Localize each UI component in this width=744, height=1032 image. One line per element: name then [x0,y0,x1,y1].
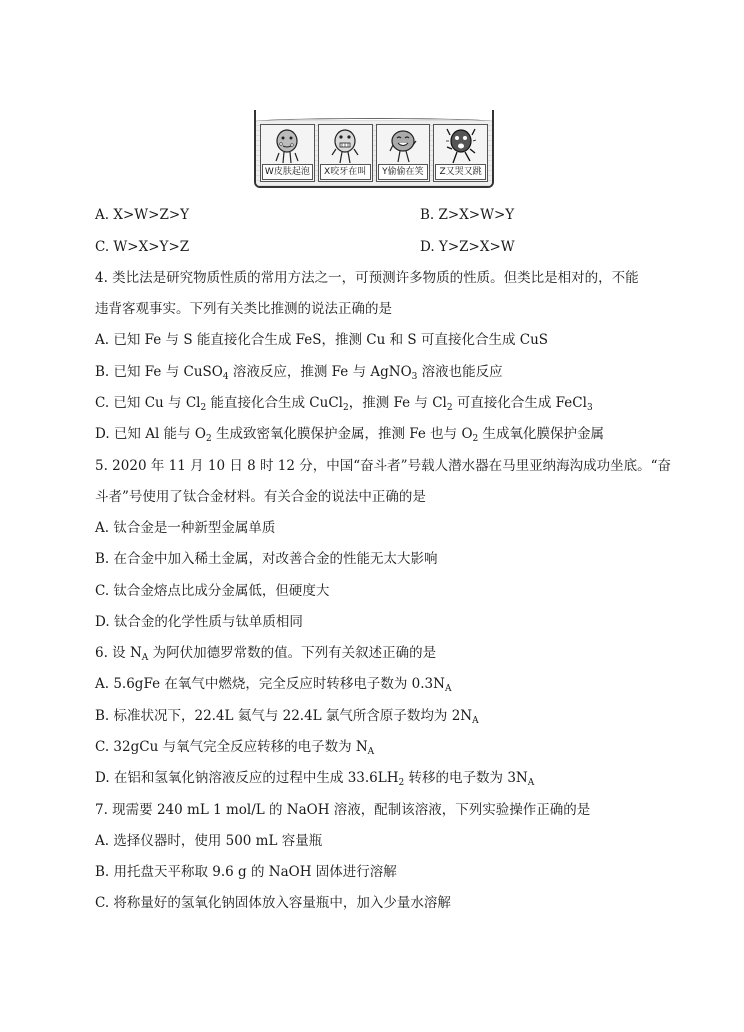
q4-option-d: D. 已知 Al 能与 $O_2$ 生成致密氧化膜保护金属，推测 Fe 也与 $O_2$ 生成氧化膜保护金属 [95,426,605,444]
q6-option-a: A. 5.6gFe 在氧气中燃烧，完全反应时转移电子数为 $0.3N_A$ [95,676,452,694]
metal-y-character-icon [388,127,418,165]
q4-stem-line-2: 违背客观事实。下列有关类比推测的说法正确的是 [95,301,392,317]
q4-option-a: A. 已知 Fe 与 S 能直接化合生成 FeS，推测 Cu 和 S 可直接化合生成 CuS [95,332,549,348]
q5-option-a: A. 钛合金是一种新型金属单质 [95,520,276,536]
figure-label: W皮肤起泡 [262,164,313,180]
metal-x-tile [318,124,373,182]
q7-option-c: C. 将称量好的氢氧化钠固体放入容量瓶中，加入少量水溶解 [95,895,451,911]
q3-option-d: D. Y>Z>X>W [420,239,515,255]
q6-option-d: D. 在铝和氢氧化钠溶液反应的过程中生成 $33.6LH_2$ 转移的电子数为 $3N_A$ [95,770,535,788]
q7-option-a: A. 选择仪器时，使用 500 mL 容量瓶 [95,833,323,849]
q4-option-c: C. 已知 Cu 与 $Cl_2$ 能直接化合生成 CuCl$_2$，推测 Fe 与 $Cl_2$ 可直接化合生成 FeCl$_3$ [95,395,593,413]
q7-option-b: B. 用托盘天平称取 9.6 g 的 NaOH 固体进行溶解 [95,864,397,880]
figure-label: X咬牙在叫 [320,164,371,180]
q5-option-c: C. 钛合金熔点比成分金属低，但硬度大 [95,583,330,599]
metal-z-character-icon [446,127,476,165]
q4-option-b: B. 已知 Fe 与 CuSO$_4$ 溶液反应，推测 Fe 与 AgNO$_3$ 溶液也能反应 [95,364,503,382]
q3-option-c: C. W>X>Y>Z [95,239,190,255]
q3-option-b: B. Z>X>W>Y [420,207,515,223]
metal-reaction-figure [254,110,494,190]
q3-option-a: A. X>W>Z>Y [95,207,190,223]
figure-label: Y偷偷在笑 [378,164,429,180]
q5-stem-line-2: 斗者”号使用了钛合金材料。有关合金的说法中正确的是 [95,489,426,505]
q6-option-b: B. 标准状况下，22.4L 氦气与 22.4L 氯气所含原子数均为 $2N_A$ [95,708,479,726]
q5-option-b: B. 在合金中加入稀土金属，对改善合金的性能无太大影响 [95,551,438,567]
metal-y-tile [376,124,431,182]
q5-option-d: D. 钛合金的化学性质与钛单质相同 [95,614,303,630]
q5-stem-line-1: 5. 2020 年 11 月 10 日 8 时 12 分，中国“奋斗者”号载人潜水器在马里亚纳海沟成功坐底。“奋 [95,458,671,474]
q7-stem: 7. 现需要 240 mL 1 mol/L 的 NaOH 溶液，配制该溶液，下列实验操作正确的是 [95,802,591,818]
metal-x-character-icon [330,127,360,165]
q6-option-c: C. 32gCu 与氧气完全反应转移的电子数为 $N_A$ [95,739,375,757]
figure-label: Z又哭又跳 [435,164,486,180]
metal-z-tile [433,124,488,182]
beaker-illustration [254,110,494,188]
q4-stem-line-1: 4. 类比法是研究物质性质的常用方法之一，可预测许多物质的性质。但类比是相对的，不能 [95,270,639,286]
q6-stem: 6. 设 $N_A$ 为阿伏加德罗常数的值。下列有关叙述正确的是 [95,645,437,663]
metal-w-character-icon [272,127,302,165]
metal-w-tile [260,124,315,182]
